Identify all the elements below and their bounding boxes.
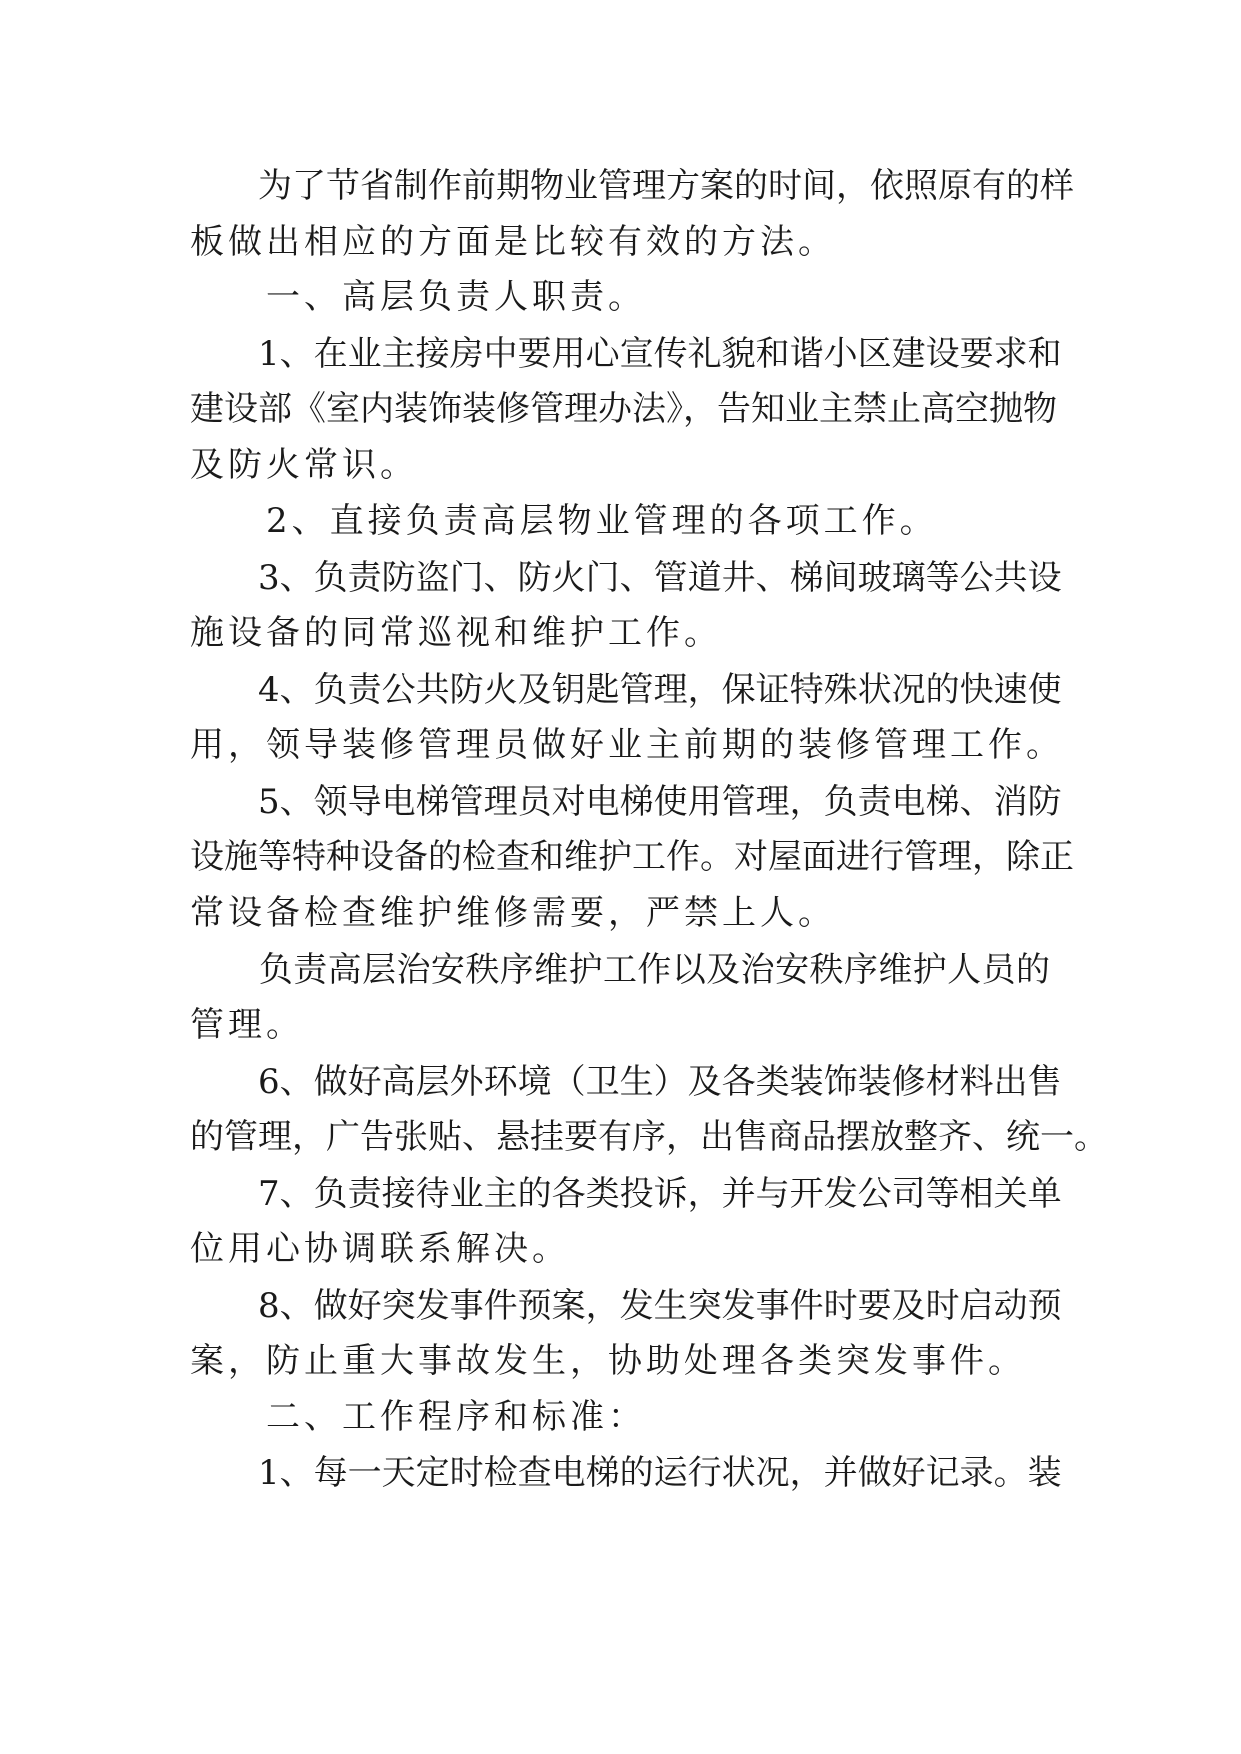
text-line: 5、领导电梯管理员对电梯使用管理，负责电梯、消防 bbox=[190, 782, 1062, 822]
text-line: 6、做好高层外环境（卫生）及各类装饰装修材料出售 bbox=[190, 1062, 1062, 1102]
text-line: 8、做好突发事件预案，发生突发事件时要及时启动预 bbox=[190, 1286, 1062, 1326]
text-line: 一、高层负责人职责。 bbox=[190, 277, 646, 317]
text-line: 的管理，广告张贴、悬挂要有序，出售商品摆放整齐、统一。 bbox=[190, 1117, 1108, 1157]
text-line: 为了节省制作前期物业管理方案的时间，依照原有的样 bbox=[190, 166, 1074, 206]
text-line: 管理。 bbox=[190, 1005, 304, 1045]
text-line: 位用心协调联系解决。 bbox=[190, 1229, 570, 1269]
text-line: 设施等特种设备的检查和维护工作。对屋面进行管理，除正 bbox=[190, 837, 1074, 877]
text-line: 3、负责防盗门、防火门、管道井、梯间玻璃等公共设 bbox=[190, 558, 1062, 598]
text-line: 7、负责接待业主的各类投诉，并与开发公司等相关单 bbox=[190, 1174, 1062, 1214]
text-line: 用，领导装修管理员做好业主前期的装修管理工作。 bbox=[190, 725, 1064, 765]
text-line: 常设备检查维护维修需要，严禁上人。 bbox=[190, 893, 836, 933]
text-line: 负责高层治安秩序维护工作以及治安秩序维护人员的 bbox=[190, 950, 1050, 990]
text-line: 及防火常识。 bbox=[190, 445, 418, 485]
text-line: 二、工作程序和标准： bbox=[190, 1397, 646, 1437]
text-line: 2、直接负责高层物业管理的各项工作。 bbox=[190, 501, 938, 541]
text-line: 建设部《室内装饰装修管理办法》，告知业主禁止高空抛物 bbox=[190, 389, 1057, 429]
text-line: 板做出相应的方面是比较有效的方法。 bbox=[190, 222, 836, 262]
text-line: 1、每一天定时检查电梯的运行状况，并做好记录。装 bbox=[190, 1453, 1062, 1493]
text-line: 1、在业主接房中要用心宣传礼貌和谐小区建设要求和 bbox=[190, 334, 1062, 374]
text-line: 施设备的同常巡视和维护工作。 bbox=[190, 613, 722, 653]
text-line: 4、负责公共防火及钥匙管理，保证特殊状况的快速使 bbox=[190, 670, 1062, 710]
text-line: 案，防止重大事故发生，协助处理各类突发事件。 bbox=[190, 1341, 1026, 1381]
